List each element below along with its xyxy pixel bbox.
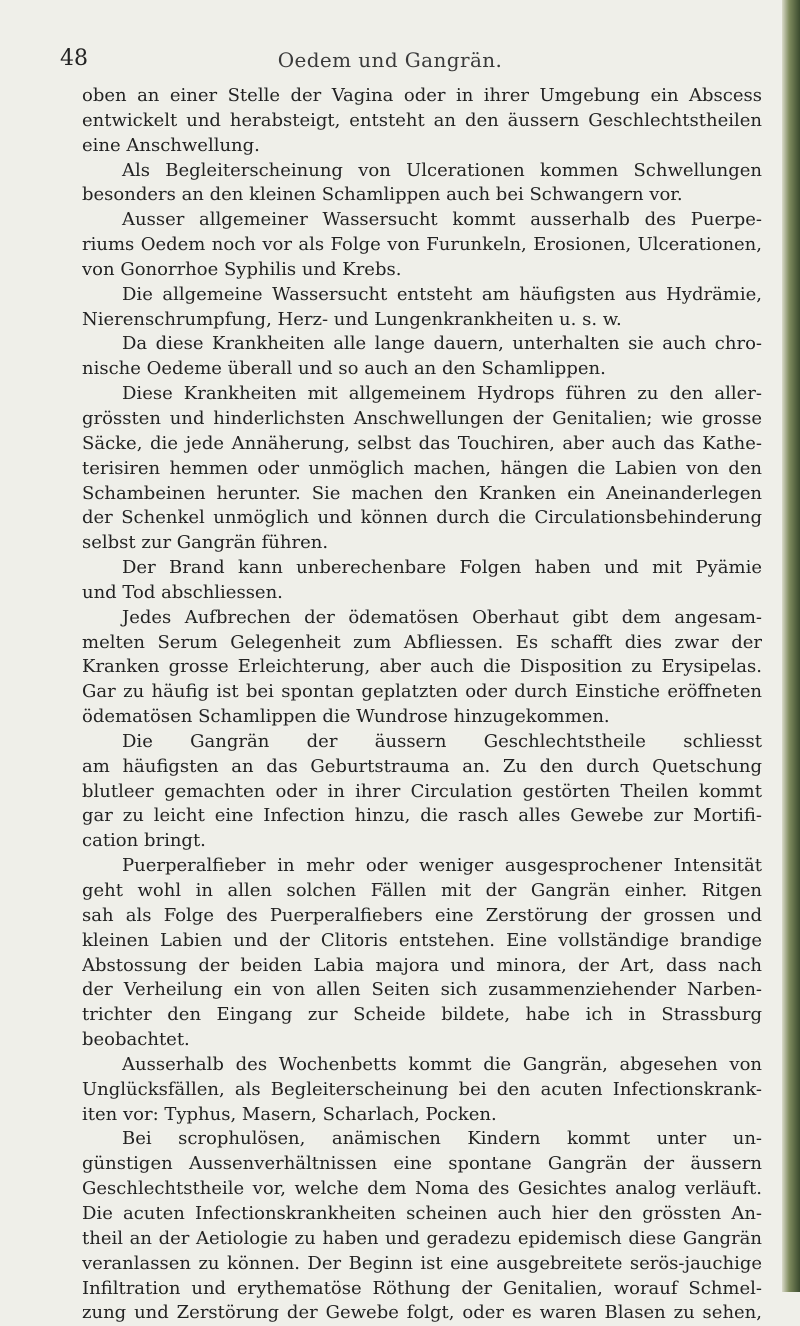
text-line: Gar zu häufig ist bei spontan geplatzten oder durch Einstiche eröffneten [82,681,762,703]
text-line: Da diese Krankheiten alle lange dauern, unterhalten sie auch chro- [122,333,762,355]
text-line: Puerperalfieber in mehr oder weniger ausgesprochener Intensität [122,855,762,877]
text-line: günstigen Aussenverhältnissen eine spontane Gangrän der äussern [82,1153,762,1175]
text-line: melten Serum Gelegenheit zum Abfliessen. Es schafft dies zwar der [82,631,762,653]
text-line: theil an der Aetiologie zu haben und geradezu epidemisch diese Gangrän [82,1227,762,1249]
text-line: Diese Krankheiten mit allgemeinem Hydrops führen zu den aller- [122,383,762,405]
running-head: Oedem und Gangrän. [277,48,503,72]
text-line: Die Gangrän der äussern Geschlechtstheile schliesst [122,730,762,752]
text-line: terisiren hemmen oder unmöglich machen, hängen die Labien von den [82,457,762,479]
text-line: und Tod abschliessen. [82,581,283,603]
text-line: Bei scrophulösen, anämischen Kindern kommt unter un- [122,1128,762,1150]
text-line: cation bringt. [82,830,206,852]
text-line: Säcke, die jede Annäherung, selbst das Touchiren, aber auch das Kathe- [82,432,762,454]
text-line: iten vor: Typhus, Masern, Scharlach, Pocken. [82,1103,497,1125]
body-text [82,84,762,1326]
page-number: 48 [60,46,88,71]
text-line: Ausserhalb des Wochenbetts kommt die Gangrän, abgesehen von [122,1053,762,1075]
text-line: riums Oedem noch vor als Folge von Furunkeln, Erosionen, Ulcerationen, [82,234,762,256]
page-header [0,46,780,76]
text-line: Die allgemeine Wassersucht entsteht am häufigsten aus Hydrämie, [122,283,762,305]
text-line: am häufigsten an das Geburtstrauma an. Zu den durch Quetschung [82,755,762,777]
text-line: selbst zur Gangrän führen. [82,532,329,554]
page-edge-shadow [782,0,800,1292]
text-line: ödematösen Schamlippen die Wundrose hinzugekommen. [82,706,610,728]
text-line: der Verheilung ein von allen Seiten sich zusammenziehender Narben- [82,979,762,1001]
text-line: eine Anschwellung. [82,134,260,156]
text-line: Ausser allgemeiner Wassersucht kommt ausserhalb des Puerpe- [122,209,762,231]
text-line: besonders an den kleinen Schamlippen auch bei Schwangern vor. [82,184,683,206]
text-line: veranlassen zu können. Der Beginn ist eine ausgebreitete serös-jauchige [82,1252,762,1274]
text-line: Abstossung der beiden Labia majora und minora, der Art, dass nach [82,954,762,976]
text-line: zung und Zerstörung der Gewebe folgt, oder es waren Blasen zu sehen, [82,1302,762,1324]
text-line: trichter den Eingang zur Scheide bildete, habe ich in Strassburg [82,1004,762,1026]
text-line: geht wohl in allen solchen Fällen mit der Gangrän einher. Ritgen [82,880,762,901]
text-line: Die acuten Infectionskrankheiten scheinen auch hier den grössten An- [82,1202,762,1224]
text-line: der Schenkel unmöglich und können durch die Circulationsbehinderung [82,507,762,529]
text-line: von Gonorrhoe Syphilis und Krebs. [82,258,402,280]
text-line: grössten und hinderlichsten Anschwellungen der Genitalien; wie grosse [82,407,762,429]
text-line: blutleer gemachten oder in ihrer Circulation gestörten Theilen kommt [82,780,762,802]
text-line: entwickelt und herabsteigt, entsteht an den äussern Geschlechtstheilen [82,109,762,131]
text-line: Als Begleiterscheinung von Ulcerationen kommen Schwellungen [122,159,762,181]
text-line: sah als Folge des Puerperalfiebers eine Zerstörung der grossen und [82,904,762,926]
text-line: Geschlechtstheile vor, welche dem Noma des Gesichtes analog verläuft. [82,1178,762,1200]
text-line: Unglücksfällen, als Begleiterscheinung bei den acuten Infectionskrank- [82,1078,762,1100]
text-line: Schambeinen herunter. Sie machen den Kranken ein Aneinanderlegen [82,482,762,504]
text-line: Jedes Aufbrechen der ödematösen Oberhaut gibt dem angesam- [122,606,762,628]
text-line: nische Oedeme überall und so auch an den Schamlippen. [82,358,606,380]
text-line: kleinen Labien und der Clitoris entstehen. Eine vollständige brandige [82,929,762,951]
text-line: gar zu leicht eine Infection hinzu, die rasch alles Gewebe zur Mortifi- [82,805,762,827]
text-line: Nierenschrumpfung, Herz- und Lungenkrankheiten u. s. w. [82,308,622,330]
text-line: Infiltration und erythematöse Röthung der Genitalien, worauf Schmel- [82,1277,762,1299]
text-line: Der Brand kann unberechenbare Folgen haben und mit Pyämie [122,557,762,579]
text-line: beobachtet. [82,1029,190,1051]
text-line: Kranken grosse Erleichterung, aber auch die Disposition zu Erysipelas. [82,656,762,678]
text-line: oben an einer Stelle der Vagina oder in ihrer Umgebung ein Abscess [82,85,762,106]
